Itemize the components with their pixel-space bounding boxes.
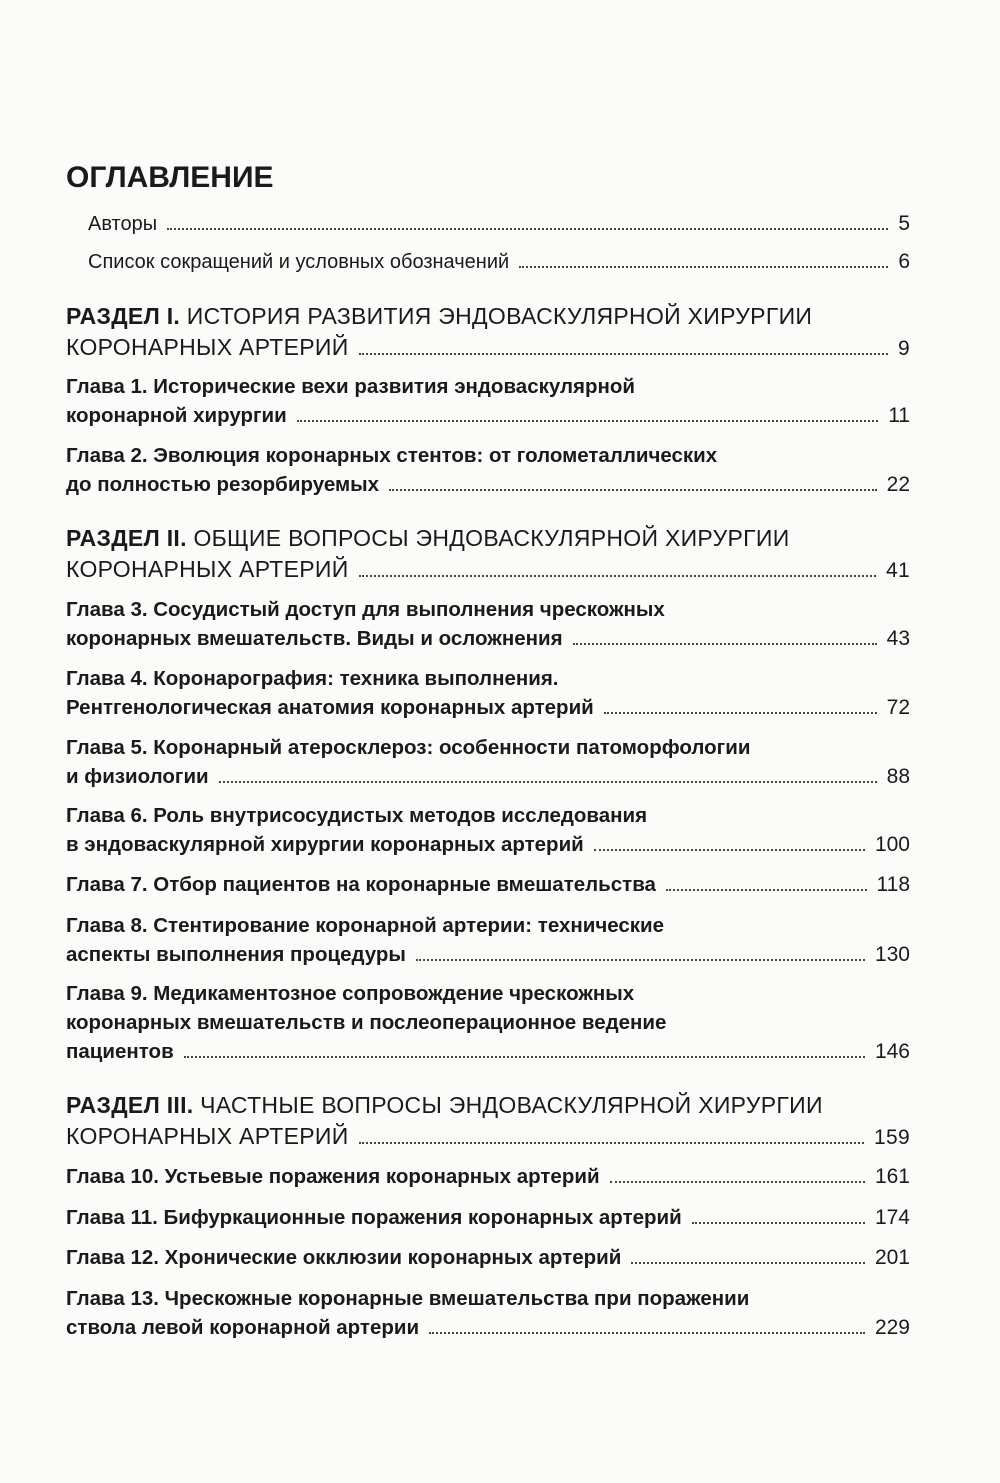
section-label: РАЗДЕЛ I. [66, 303, 181, 329]
toc-chapter-9[interactable] [66, 979, 910, 1066]
page-number: 6 [898, 250, 910, 273]
toc-entry-authors[interactable] [88, 208, 910, 240]
toc-chapter-3[interactable] [66, 595, 910, 653]
chapter-title-line1: Глава 4. Коронарография: техника выполнения. [66, 667, 559, 690]
chapter-title-line1: Глава 8. Стентирование коронарной артерии: технические [66, 914, 665, 937]
leader-dots [359, 353, 888, 355]
leader-dots [359, 1142, 864, 1144]
chapter-title-line2: ствола левой коронарной артерии [66, 1316, 420, 1339]
chapter-title-line1: Глава 10. Устьевые поражения коронарных артерий [66, 1165, 600, 1188]
leader-dots [519, 266, 888, 268]
chapter-title-line1: Глава 1. Исторические вехи развития эндоваскулярной [66, 375, 635, 398]
section-label: РАЗДЕЛ III. [66, 1092, 194, 1118]
toc-chapter-10[interactable] [66, 1162, 910, 1191]
toc-chapter-6[interactable] [66, 801, 910, 859]
page-number: 43 [886, 627, 910, 650]
chapter-title-line1: Глава 3. Сосудистый доступ для выполнения чрескожных [66, 598, 665, 621]
page-number: 5 [898, 212, 910, 235]
toc-chapter-7[interactable] [66, 870, 910, 899]
chapter-title-line2: аспекты выполнения процедуры [66, 943, 406, 966]
leader-dots [594, 849, 865, 851]
leader-dots [610, 1181, 865, 1183]
toc-section-1[interactable] [66, 301, 910, 364]
toc-chapter-13[interactable] [66, 1284, 910, 1342]
page-number: 201 [874, 1246, 910, 1269]
leader-dots [219, 781, 877, 783]
toc-chapter-8[interactable] [66, 911, 910, 969]
chapter-title-line1: Глава 9. Медикаментозное сопровождение чрескожных [66, 982, 635, 1005]
chapter-title-line2: до полностью резорбируемых [66, 473, 380, 496]
page-number: 130 [874, 943, 910, 966]
page-number: 100 [874, 833, 910, 856]
leader-dots [184, 1056, 865, 1058]
entry-title: Список сокращений и условных обозначений [88, 251, 510, 273]
leader-dots [389, 489, 877, 491]
leader-dots [297, 420, 878, 422]
page-title: ОГЛАВЛЕНИЕ [66, 161, 274, 194]
page-number: 41 [886, 559, 910, 582]
chapter-title-line1: Глава 12. Хронические окклюзии коронарных артерий [66, 1246, 622, 1269]
section-title-line2: КОРОНАРНЫХ АРТЕРИЙ [66, 556, 349, 582]
page-number: 22 [886, 473, 910, 496]
leader-dots [631, 1262, 865, 1264]
toc-chapter-1[interactable] [66, 372, 910, 430]
leader-dots [416, 959, 865, 961]
toc-chapter-12[interactable] [66, 1243, 910, 1272]
chapter-title-line1: Глава 11. Бифуркационные поражения коронарных артерий [66, 1206, 682, 1229]
chapter-title-line1: Глава 2. Эволюция коронарных стентов: от голометаллических [66, 444, 718, 467]
chapter-title-line3: пациентов [66, 1040, 174, 1063]
page-number: 9 [898, 337, 910, 360]
chapter-title-line1: Глава 7. Отбор пациентов на коронарные вмешательства [66, 873, 656, 896]
chapter-title-line2: и физиологии [66, 765, 209, 788]
chapter-title-line1: Глава 5. Коронарный атеросклероз: особенности патоморфологии [66, 736, 751, 759]
toc-chapter-11[interactable] [66, 1203, 910, 1232]
toc-section-2[interactable] [66, 523, 910, 586]
chapter-title-line1: Глава 6. Роль внутрисосудистых методов исследования [66, 804, 648, 827]
chapter-title-line2: в эндоваскулярной хирургии коронарных артерий [66, 833, 584, 856]
toc-chapter-4[interactable] [66, 664, 910, 722]
leader-dots [359, 575, 876, 577]
page-number: 159 [874, 1126, 910, 1149]
page-number: 11 [888, 404, 910, 427]
section-title-line1: ЧАСТНЫЕ ВОПРОСЫ ЭНДОВАСКУЛЯРНОЙ ХИРУРГИИ [200, 1092, 823, 1118]
leader-dots [429, 1332, 865, 1334]
toc-section-3[interactable] [66, 1090, 910, 1153]
toc-chapter-2[interactable] [66, 441, 910, 499]
toc-chapter-5[interactable] [66, 733, 910, 791]
chapter-title-line2: Рентгенологическая анатомия коронарных артерий [66, 696, 594, 719]
leader-dots [167, 228, 888, 230]
leader-dots [666, 889, 867, 891]
leader-dots [573, 643, 877, 645]
page-number: 174 [874, 1206, 910, 1229]
page-number: 161 [874, 1165, 910, 1188]
page-number: 118 [876, 873, 910, 896]
chapter-title-line1: Глава 13. Чрескожные коронарные вмешательства при поражении [66, 1287, 750, 1310]
section-title-line2: КОРОНАРНЫХ АРТЕРИЙ [66, 1123, 349, 1149]
page-number: 146 [874, 1040, 910, 1063]
toc-entry-abbreviations[interactable] [88, 246, 910, 278]
chapter-title-line2: коронарных вмешательств. Виды и осложнения [66, 627, 563, 650]
page-number: 88 [886, 765, 910, 788]
entry-title: Авторы [88, 213, 158, 235]
chapter-title-line2: коронарных вмешательств и послеоперационное ведение [66, 1011, 667, 1034]
section-title-line2: КОРОНАРНЫХ АРТЕРИЙ [66, 334, 349, 360]
chapter-title-line2: коронарной хирургии [66, 404, 287, 427]
section-title-line1: ОБЩИЕ ВОПРОСЫ ЭНДОВАСКУЛЯРНОЙ ХИРУРГИИ [193, 525, 790, 551]
leader-dots [692, 1222, 865, 1224]
page-number: 72 [886, 696, 910, 719]
leader-dots [604, 712, 877, 714]
section-title-line1: ИСТОРИЯ РАЗВИТИЯ ЭНДОВАСКУЛЯРНОЙ ХИРУРГИИ [186, 303, 813, 329]
page-number: 229 [874, 1316, 910, 1339]
section-label: РАЗДЕЛ II. [66, 525, 187, 551]
